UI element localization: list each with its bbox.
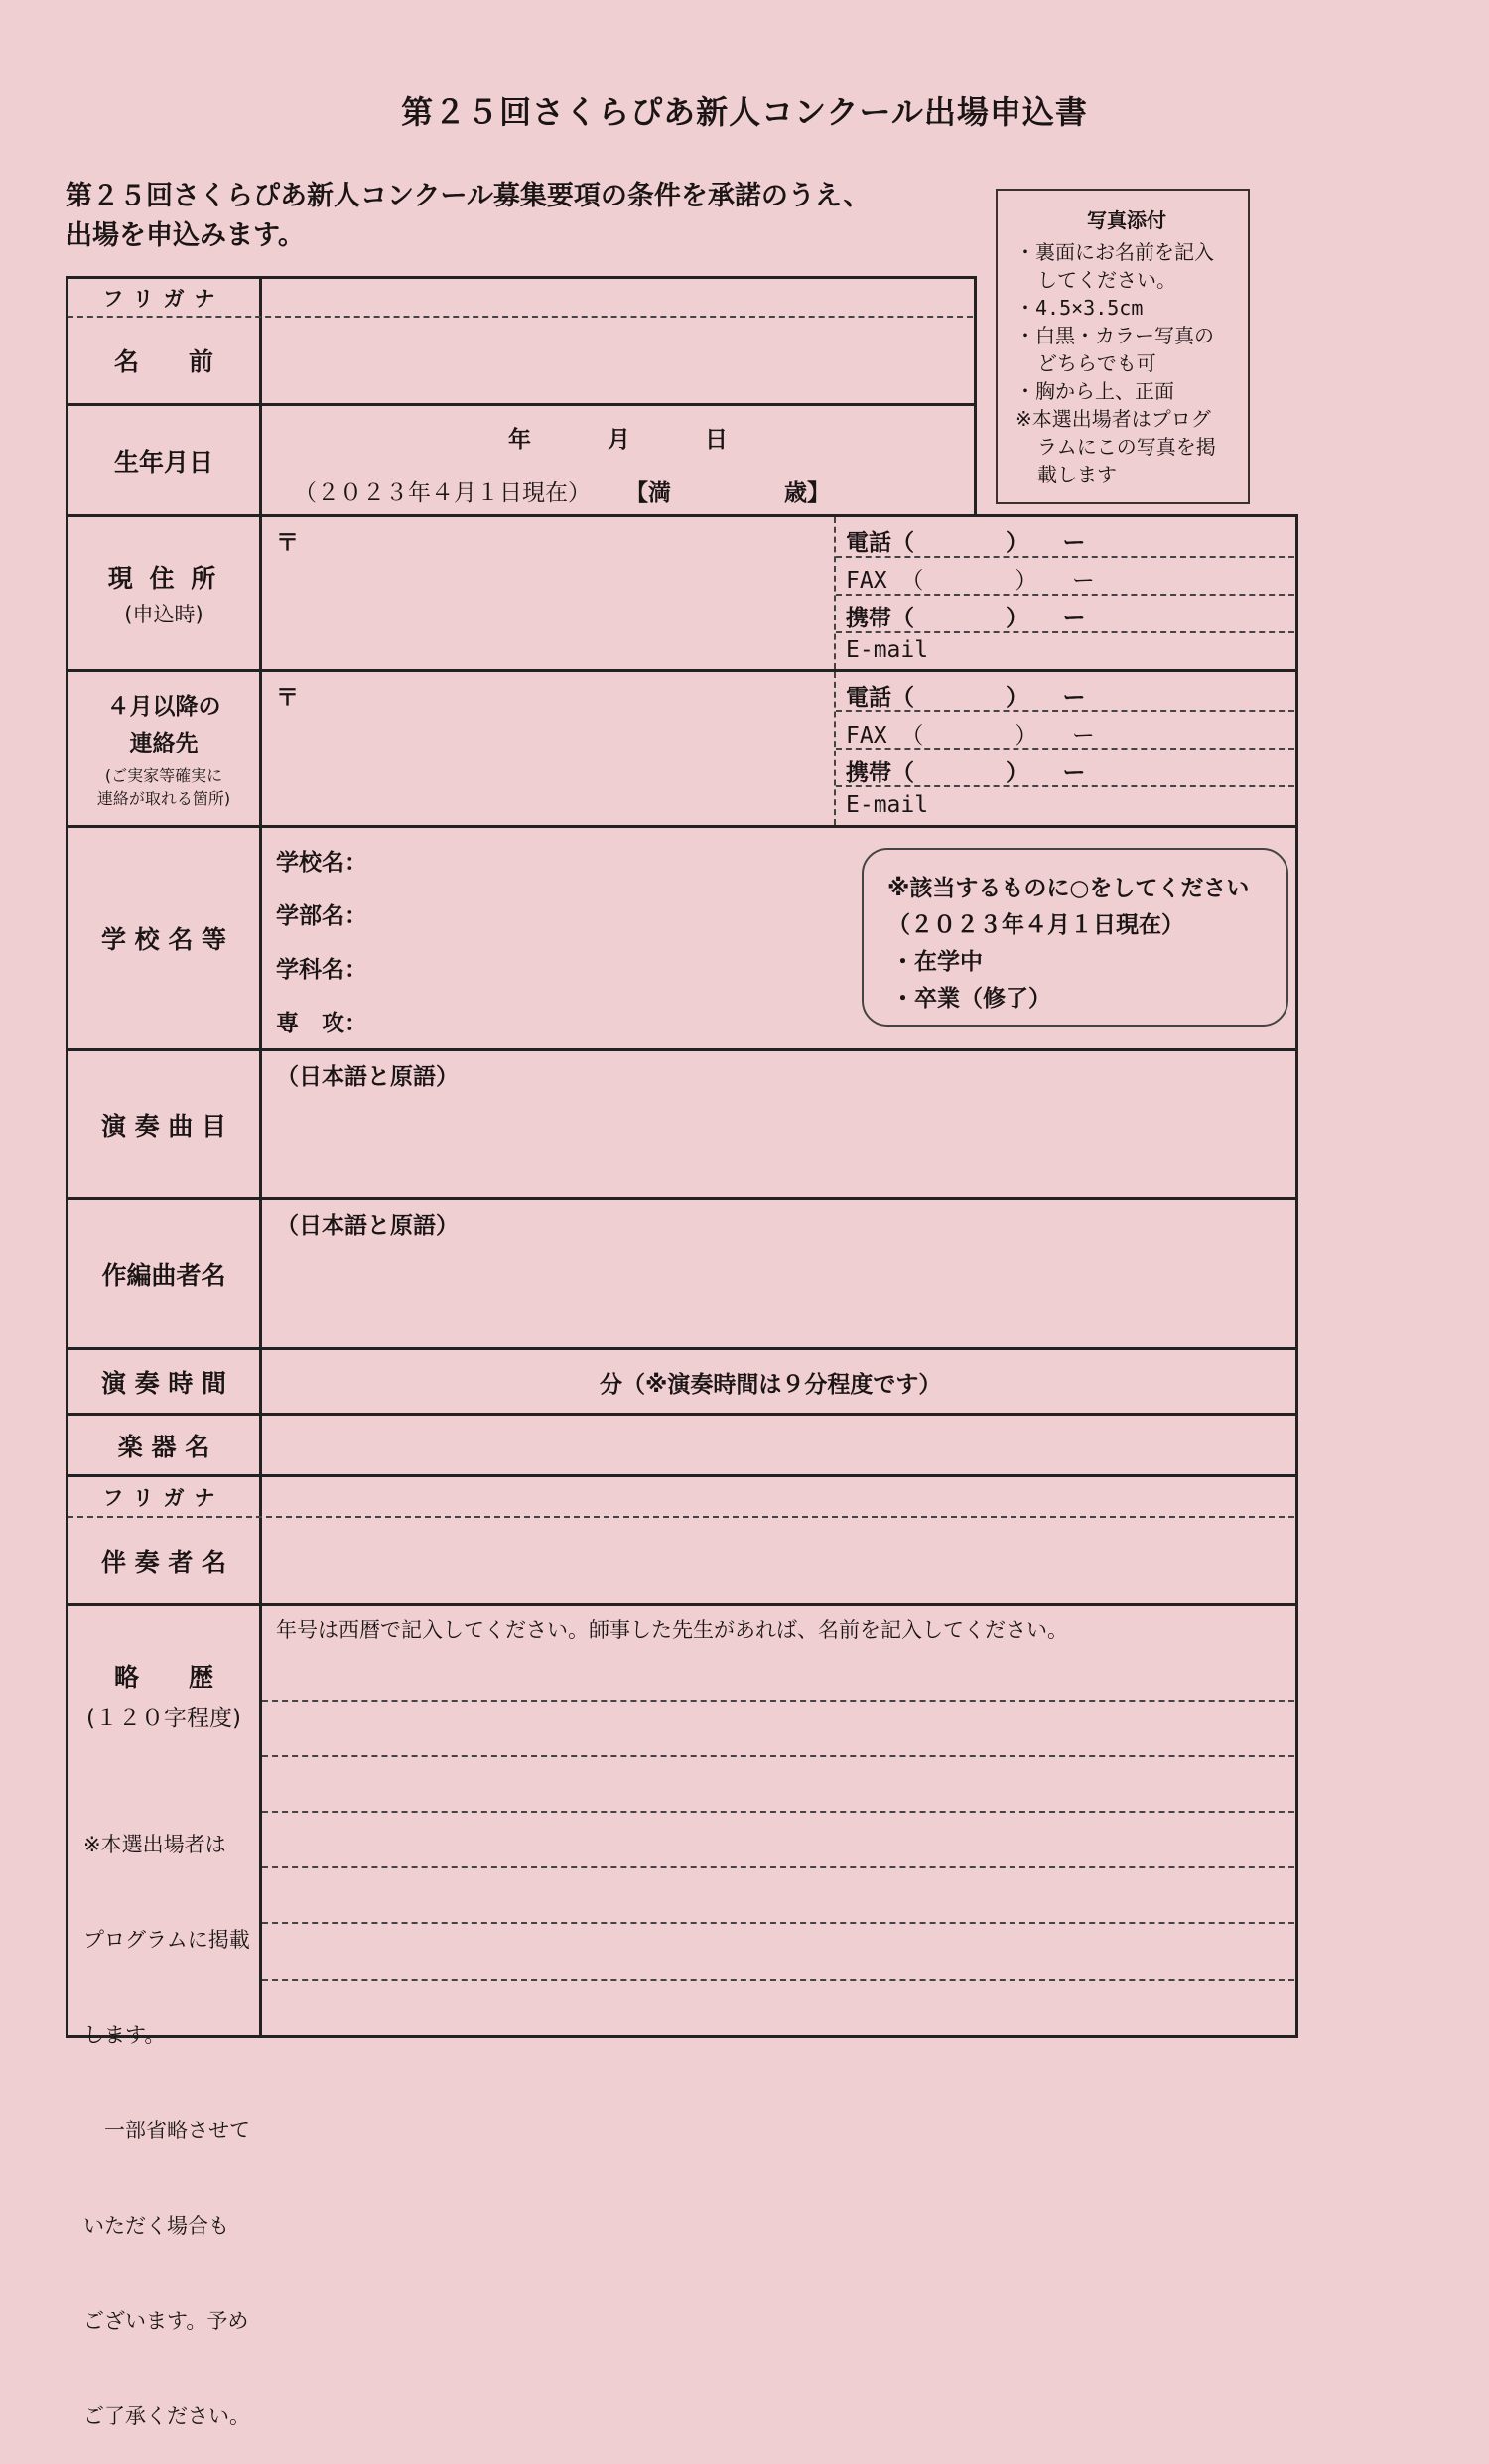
photo-note: ※本選出場者はプログ <box>1015 407 1211 431</box>
photo-note: ・裏面にお名前を記入 <box>1015 240 1214 264</box>
major-field[interactable]: 専 攻： <box>276 1011 367 1036</box>
department-field[interactable]: 学科名： <box>276 957 367 983</box>
name-input[interactable] <box>262 318 973 403</box>
furigana-label-2: フリガナ <box>102 1485 225 1510</box>
contact-label: ４月以降の <box>106 694 221 720</box>
address-sub-label: (申込時) <box>124 602 203 626</box>
address-label: 現 住 所 <box>107 563 220 593</box>
current-address-input[interactable] <box>262 517 832 669</box>
birthday-label: 生年月日 <box>113 447 213 477</box>
time-text: 分（※演奏時間は９分程度です） <box>600 1372 942 1398</box>
contact-label-2: 連絡先 <box>129 731 199 756</box>
photo-note: ・白黒・カラー写真の <box>1015 324 1214 347</box>
status-option-enrolled[interactable]: ・在学中 <box>891 949 983 975</box>
piece-label: 演 奏 曲 目 <box>100 1111 227 1141</box>
current-tel-field[interactable]: 電話（ ） ー <box>846 530 1086 556</box>
contact-address-input[interactable] <box>262 672 832 825</box>
address-label-cell <box>68 517 259 669</box>
composer-label: 作編曲者名 <box>101 1261 226 1290</box>
status-box-title: ※該当するものに○をしてください <box>887 876 1250 901</box>
career-sub-label: (１２０字程度) <box>86 1706 241 1731</box>
contact-fax-field[interactable]: FAX （ ） ー <box>846 723 1095 749</box>
birthday-day: 日 <box>705 427 728 453</box>
time-label: 演 奏 時 間 <box>100 1368 227 1398</box>
accompanist-name-input[interactable] <box>262 1518 1294 1603</box>
intro-text <box>66 177 871 256</box>
photo-box-title: 写真添付 <box>1087 208 1166 232</box>
contact-mobile-field[interactable]: 携帯（ ） ー <box>846 760 1086 786</box>
current-mobile-field[interactable]: 携帯（ ） ー <box>846 606 1086 631</box>
career-note-line: いただく場合も <box>83 2214 229 2238</box>
school-label: 学 校 名 等 <box>100 925 227 954</box>
photo-attach-box[interactable] <box>996 189 1250 504</box>
instrument-label: 楽 器 名 <box>117 1432 210 1461</box>
career-note-line: します。 <box>83 2023 166 2047</box>
composer-note: （日本語と原語） <box>276 1213 459 1239</box>
career-instruction: 年号は西暦で記入してください。師事した先生があれば、名前を記入してください。 <box>276 1618 1068 1642</box>
school-name-field[interactable]: 学校名： <box>276 850 367 876</box>
photo-note: 載します <box>1037 463 1117 486</box>
photo-note: どちらでも可 <box>1037 351 1156 375</box>
birthday-year: 年 <box>508 427 531 453</box>
name-label: 名 前 <box>113 347 213 376</box>
contact-label-cell <box>68 672 259 825</box>
age-open: 【満 <box>625 480 671 506</box>
career-note-line: ございます。予め <box>83 2309 249 2333</box>
postal-mark: 〒 <box>276 530 299 556</box>
piece-note: （日本語と原語） <box>276 1064 459 1090</box>
status-option-graduated[interactable]: ・卒業（修了） <box>891 986 1051 1012</box>
contact-tel-field[interactable]: 電話（ ） ー <box>846 685 1086 711</box>
status-box-asof: （２０２３年４月１日現在） <box>887 912 1184 938</box>
birthday-asof: （２０２３年４月１日現在） <box>294 480 591 506</box>
furigana-input[interactable] <box>262 279 973 316</box>
career-label: 略 歴 <box>113 1663 213 1692</box>
contact-email-field[interactable]: E-mail <box>846 792 929 818</box>
current-fax-field[interactable]: FAX （ ） ー <box>846 568 1095 594</box>
photo-note: してください。 <box>1037 268 1176 292</box>
furigana-label: フリガナ <box>102 286 225 311</box>
career-note-line: プログラムに掲載 <box>83 1928 250 1952</box>
intro-line-1: 第２５回さくらぴあ新人コンクール募集要項の条件を承諾のうえ、 <box>66 181 871 211</box>
postal-mark: 〒 <box>276 685 299 711</box>
contact-sub-label-1: (ご実家等確実に <box>104 766 223 785</box>
photo-note: ラムにこの写真を掲 <box>1037 435 1216 459</box>
faculty-field[interactable]: 学部名： <box>276 903 367 929</box>
form-title: 第２５回さくらぴあ新人コンクール出場申込書 <box>401 93 1088 131</box>
career-note <box>83 1765 250 2464</box>
accompanist-label: 伴 奏 者 名 <box>100 1548 227 1576</box>
age-close: 歳】 <box>784 480 830 506</box>
intro-line-2: 出場を申込みます。 <box>66 220 305 251</box>
career-note-line: ※本選出場者は <box>83 1833 226 1856</box>
career-input[interactable] <box>262 1606 1294 2035</box>
instrument-input[interactable] <box>262 1416 1294 1474</box>
photo-note: ・胸から上、正面 <box>1015 379 1174 403</box>
current-email-field[interactable]: E-mail <box>846 637 929 663</box>
photo-note: ・4.5×3.5cm <box>1015 296 1144 320</box>
career-note-line: ご了承ください。 <box>83 2404 250 2428</box>
birthday-month: 月 <box>608 427 630 453</box>
career-note-line: 一部省略させて <box>83 2119 250 2142</box>
contact-sub-label-2: 連絡が取れる箇所) <box>96 789 231 808</box>
accompanist-furigana-input[interactable] <box>262 1477 1294 1516</box>
